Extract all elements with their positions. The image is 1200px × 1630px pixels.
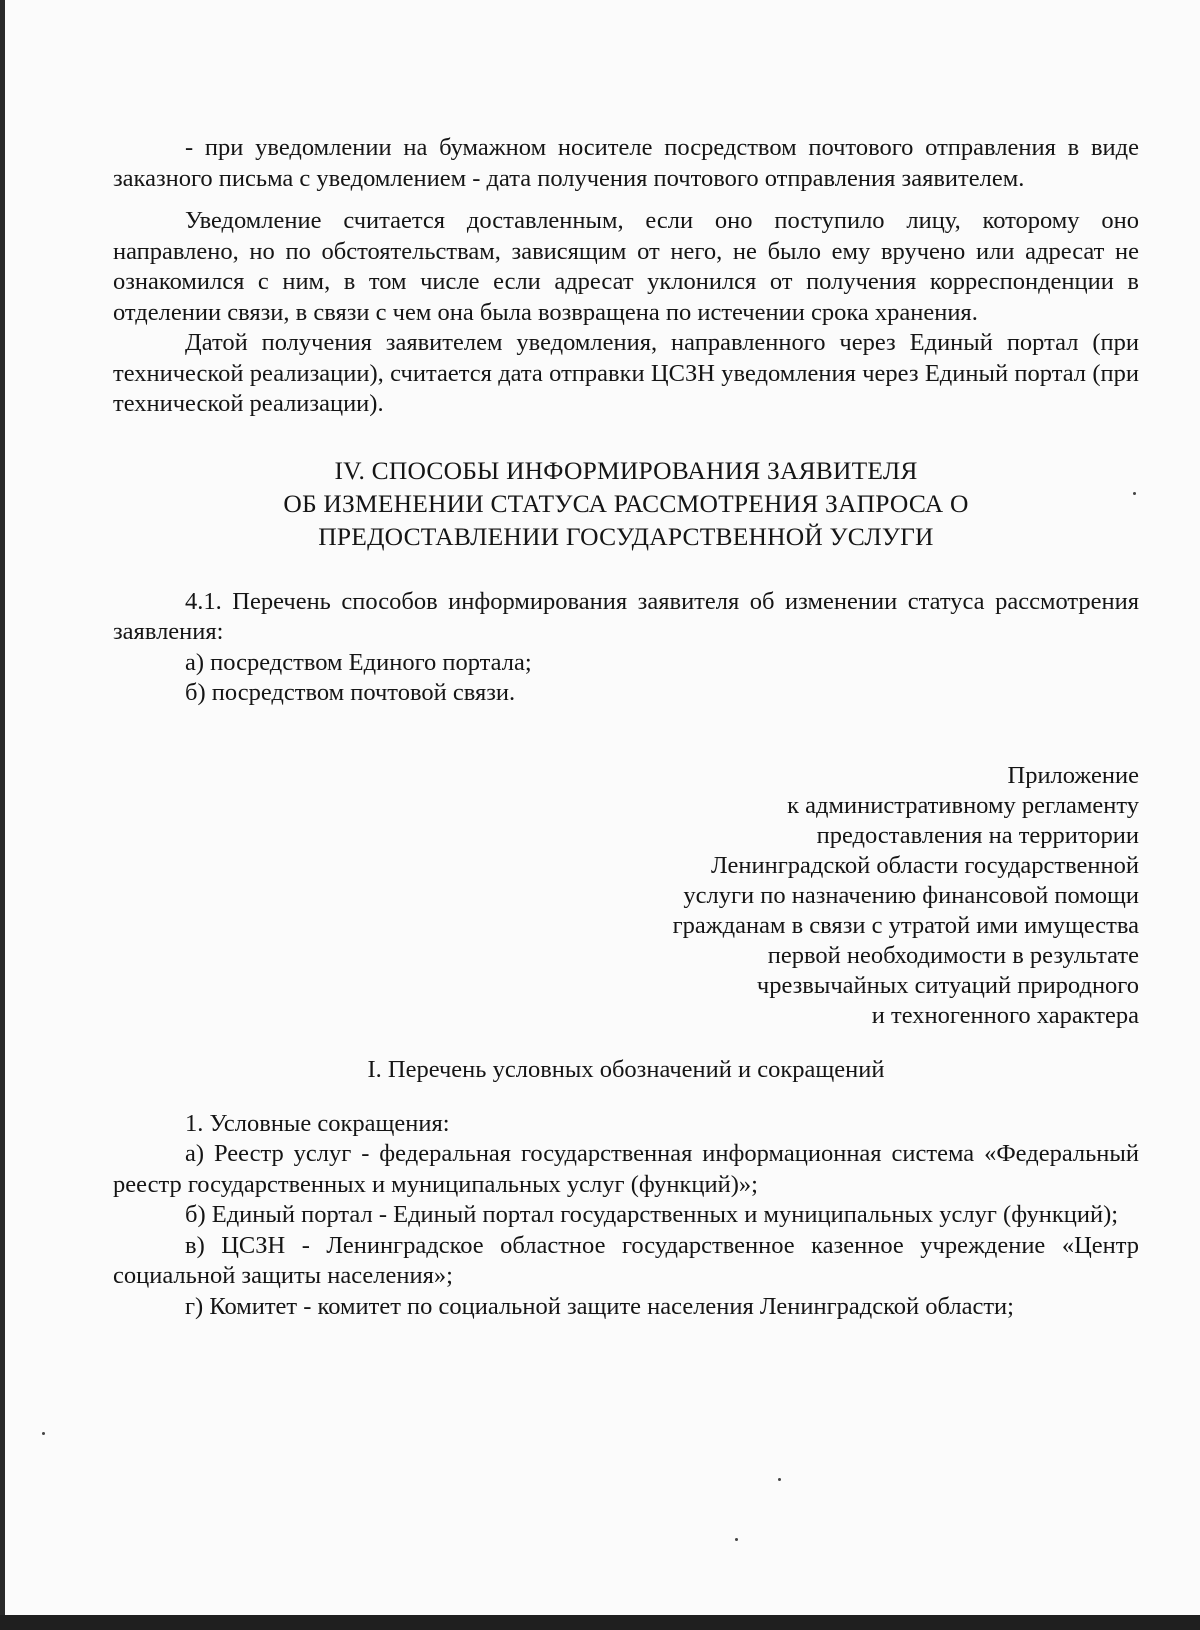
item-1: 1. Условные сокращения: [185,1109,450,1137]
scan-edge-bottom [0,1615,1200,1630]
scan-edge-left [0,0,5,1630]
appendix-line: услуги по назначению финансовой помощи [683,881,1139,909]
section-i-title: I. Перечень условных обозначений и сокращений [367,1055,885,1083]
appendix-line: первой необходимости в результате [767,941,1139,969]
item-4-1: 4.1. Перечень способов информирования заявителя об изменении статуса рассмотрения заявления: [113,587,1139,645]
section-iv-heading [113,454,1139,553]
appendix-block [113,761,1139,1031]
item-1-a: а) Реестр услуг - федеральная государственная информационная система «Федеральный реестр государственных и муниципальных услуг (функций)»; [113,1140,1139,1198]
section-iv-heading-line: ОБ ИЗМЕНЕНИИ СТАТУСА РАССМОТРЕНИЯ ЗАПРОСА О [283,488,969,518]
scan-speck [735,1538,738,1541]
appendix-line: Ленинградской области государственной [711,851,1139,879]
paragraph-mail-notification: - при уведомлении на бумажном носителе посредством почтового отправления в виде заказного письма с уведомлением - дата получения почтового отправления заявителем. [113,134,1139,192]
appendix-line: предоставления на территории [816,821,1139,849]
appendix-line: и техногенного характера [871,1001,1139,1029]
item-1-v: в) ЦСЗН - Ленинградское областное государственное казенное учреждение «Центр социальной защиты населения»; [113,1231,1139,1289]
appendix-line: чрезвычайных ситуаций природного [756,971,1139,999]
scan-speck [778,1478,781,1481]
appendix-line: Приложение [1007,761,1139,789]
item-4-1-b: б) посредством почтовой связи. [185,679,516,706]
appendix-line: гражданам в связи с утратой ими имущества [672,911,1139,939]
item-1-b: б) Единый портал - Единый портал государственных и муниципальных услуг (функций); [185,1201,1119,1228]
item-4-1-a: а) посредством Единого портала; [185,648,532,676]
document-text [113,133,1139,1322]
paragraph-portal-receipt-date: Датой получения заявителем уведомления, направленного через Единый портал (при технической реализации), считается дата отправки ЦСЗН уведомления через Единый портал (при технической реализации). [113,329,1139,417]
scan-speck [42,1432,45,1435]
item-1-g: г) Комитет - комитет по социальной защите населения Ленинградской области; [185,1292,1014,1320]
section-iv-heading-line: IV. СПОСОБЫ ИНФОРМИРОВАНИЯ ЗАЯВИТЕЛЯ [334,455,918,485]
section-iv-heading-line: ПРЕДОСТАВЛЕНИИ ГОСУДАРСТВЕННОЙ УСЛУГИ [318,521,934,551]
appendix-line: к административному регламенту [787,791,1139,819]
paragraph-delivery-considered: Уведомление считается доставленным, если оно поступило лицу, которому оно направлено, но по обстоятельствам, зависящим от него, не было ему вручено или адресат не ознакомился с ним, в том числе если адресат уклонился от получения корреспонденции в отделении связи, в связи с чем она была возвращена по истечении срока хранения. [113,207,1139,326]
